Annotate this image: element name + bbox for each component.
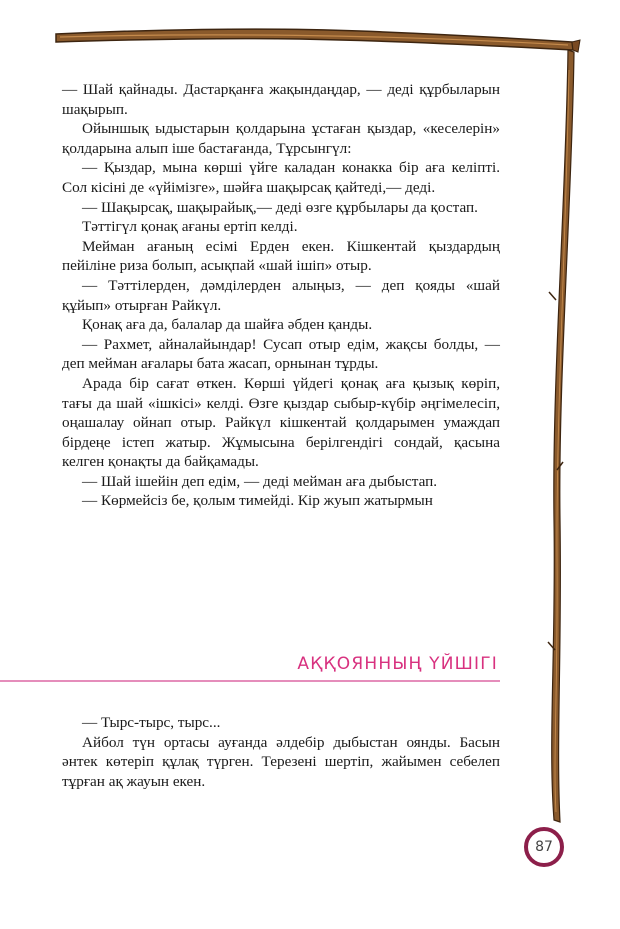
paragraph: Айбол түн ортасы ауғанда әлдебір дыбыстан оянды. Басын әнтек көтеріп құлақ түрген. Терезені шертіп, жайымен себелеп тұрған ақ жауын екен. [62,733,500,790]
paragraph: Ойыншық ыдыстарын қолдарына ұстаған қыздар, «кеселерін» қолдарына алып іше бастағанда, Тұрсынгүл: [62,120,500,157]
section-body-text [62,713,500,791]
body-text [62,80,500,511]
paragraph: — Қыздар, мына көрші үйге каладан конакка бір аға келіпті. Сол кісіні де «үйімізге», шәйға шақырсақ қайтеді,— деді. [62,159,500,196]
page-number: 87 [535,839,553,855]
top-stick [56,29,580,52]
right-stick [548,50,574,822]
paragraph: — Шақырсақ, шақырайық,— деді өзге құрбылары да қостап. [82,198,478,216]
paragraph: — Тырс-тырс, тырс... [82,714,221,731]
paragraph: — Көрмейсіз бе, қолым тимейді. Кір жуып жатырмын [82,492,433,510]
paragraph: Қонақ аға да, балалар да шайға әбден қанды. [82,316,373,334]
paragraph: — Шай қайнады. Дастарқанға жақындаңдар, — деді құрбыларын шақырып. [62,81,500,118]
paragraph: Мейман ағаның есімі Ерден екен. Кішкентай қыздардың пейіліне риза болып, асықпай «шай ішіп» отыр. [62,237,500,275]
paragraph: Тәттігүл қонақ ағаны ертіп келді. [82,218,298,236]
paragraph: — Шай ішейін деп едім, — деді мейман аға дыбыстап. [82,472,438,490]
paragraph: — Тәттілерден, дәмділерден алыңыз, — деп қояды «шай құйып» отырған Райкүл. [62,276,500,314]
section-title: АҚҚОЯННЫҢ ҮЙШІГІ [297,654,498,674]
paragraph: Арада бір сағат өткен. Көрші үйдегі қонақ аға қызық көріп, тағы да шай «ішкісі» келді. Өзге қыздар сыбыр-күбір әңгімелесіп, оңашалау ойнап отыр. Райкүл кішкентай қолдарымен умаждап бірдеңе істеп жатыр. Жұмысына берілгендігі сондай, қасына келген қонақты да байқамады. [62,374,500,471]
section-divider [0,680,500,682]
paragraph: — Рахмет, айналайындар! Сусап отыр едім, жақсы болды, — деп мейман ағалары бата жасап, орнынан тұрды. [62,335,500,373]
